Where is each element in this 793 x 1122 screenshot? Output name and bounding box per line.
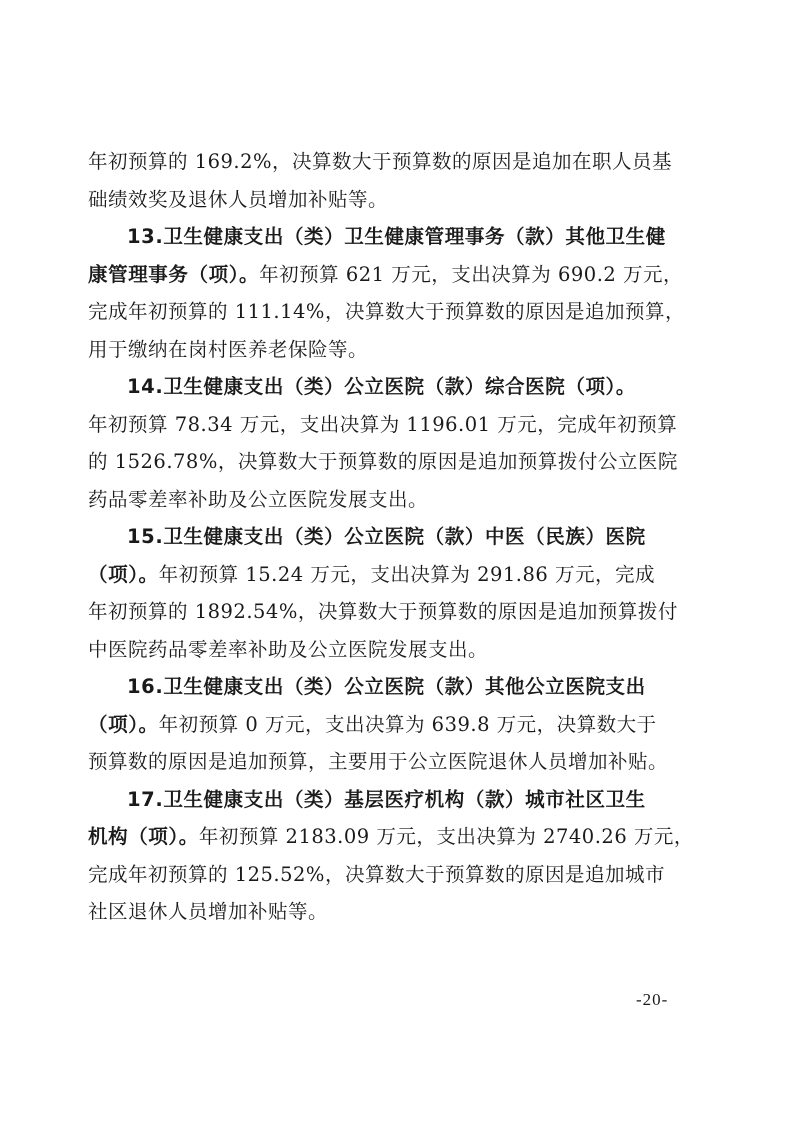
text-run: 年初预算的 1892.54%，决算数大于预算数的原因是追加预算拨付 xyxy=(88,600,678,623)
paragraph-item-15 xyxy=(88,518,678,668)
item-heading: 13.卫生健康支出（类）卫生健康管理事务（款）其他卫生健 xyxy=(127,225,666,248)
paragraph-item-14 xyxy=(88,368,678,518)
text-run: 中医院药品零差率补助及公立医院发展支出。 xyxy=(88,637,489,661)
item-heading: 机构（项）。 xyxy=(88,825,199,848)
text-line xyxy=(88,743,678,781)
text-run: 完成年初预算的 125.52%，决算数大于预算数的原因是追加城市 xyxy=(88,862,665,886)
text-run: 年初预算 621 万元，支出决算为 690.2 万元， xyxy=(259,262,683,286)
text-line xyxy=(88,406,678,444)
text-line xyxy=(88,331,678,369)
text-run: 础绩效奖及退休人员增加补贴等。 xyxy=(88,187,389,211)
item-heading: （项）。 xyxy=(88,712,159,736)
document-body xyxy=(88,143,694,931)
text-line xyxy=(88,706,678,744)
text-run: 年初预算 78.34 万元，支出决算为 1196.01 万元，完成年初预算 xyxy=(88,412,678,436)
item-heading: （项）。 xyxy=(88,562,159,586)
item-heading: 15.卫生健康支出（类）公立医院（款）中医（民族）医院 xyxy=(127,525,646,548)
text-line xyxy=(88,256,683,294)
text-run: 预算数的原因是追加预算，主要用于公立医院退休人员增加补贴。 xyxy=(88,750,669,773)
text-line xyxy=(88,218,678,256)
text-run: 的 1526.78%，决算数大于预算数的原因是追加预算拨付公立医院 xyxy=(88,450,678,473)
text-line xyxy=(88,631,678,669)
text-run: 年初预算的 169.2%，决算数大于预算数的原因是追加在职人员基 xyxy=(88,150,673,173)
text-run: 年初预算 2183.09 万元，支出决算为 2740.26 万元， xyxy=(198,825,694,848)
text-run: 社区退休人员增加补贴等。 xyxy=(88,900,329,923)
text-line xyxy=(88,368,678,406)
paragraph-item-17 xyxy=(88,781,694,931)
text-line xyxy=(88,443,678,481)
item-heading: 康管理事务（项）。 xyxy=(88,262,260,286)
text-run: 年初预算 0 万元，支出决算为 639.8 万元，决算数大于 xyxy=(158,712,657,736)
page-number: -20- xyxy=(636,990,669,1009)
text-run: 年初预算 15.24 万元，支出决算为 291.86 万元，完成 xyxy=(158,562,656,586)
paragraph-continuation xyxy=(88,143,678,218)
paragraph-item-16 xyxy=(88,668,678,781)
text-line xyxy=(88,556,678,594)
text-line xyxy=(88,181,678,219)
text-line xyxy=(88,893,678,931)
text-line xyxy=(88,481,678,519)
text-line xyxy=(88,293,685,331)
text-run: 药品零差率补助及公立医院发展支出。 xyxy=(88,487,429,511)
text-line xyxy=(88,856,678,894)
text-run: 用于缴纳在岗村医养老保险等。 xyxy=(88,337,369,361)
text-line xyxy=(88,818,694,856)
text-run: 完成年初预算的 111.14%，决算数大于预算数的原因是追加预算， xyxy=(88,300,685,323)
item-heading: 14.卫生健康支出（类）公立医院（款）综合医院（项）。 xyxy=(127,375,636,398)
text-line xyxy=(88,668,678,706)
text-line xyxy=(88,593,678,631)
text-line xyxy=(88,781,678,819)
item-heading: 17.卫生健康支出（类）基层医疗机构（款）城市社区卫生 xyxy=(127,787,646,811)
text-line xyxy=(88,143,678,181)
paragraph-item-13 xyxy=(88,218,685,368)
text-line xyxy=(88,518,678,556)
item-heading: 16.卫生健康支出（类）公立医院（款）其他公立医院支出 xyxy=(127,675,646,698)
